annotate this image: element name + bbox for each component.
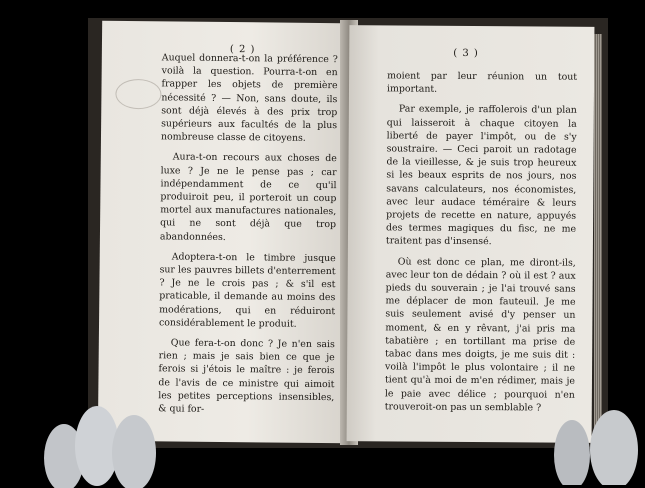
- right-page-text: [385, 69, 577, 421]
- left-page: [98, 21, 352, 444]
- page-number-left: ( 2 ): [229, 44, 256, 56]
- paragraph: moient par leur réunion un tout important.: [386, 70, 578, 95]
- paragraph: Où est donc ce plan, me diront-ils, avec leur ton de dédain ? où il est ? aux pieds du souverain ; je l'ai trouvé sans me déplacer de mon fauteuil. Je me suis seulement avisé d'y penser un moment, & en y rêvant, j'ai pris ma tabatière ; en tortillant ma prise de tabac dans mes doigts, je me suis dit : voilà l'impôt le plus volontaire ; il ne tient qu'à moi de m'en rédimer, mais je le paie avec délice ; pourquoi n'en trouveroit-on pas un semblable ?: [384, 256, 576, 414]
- page-number-right: ( 3 ): [453, 47, 479, 60]
- paragraph: Aura-t-on recours aux choses de luxe ? Je ne le pense pas ; car indépendamment de ce qu'il produiroit peu, il porteroit un coup mortel aux manufactures nationales, qui ne sont déjà que trop abandonnées.: [159, 151, 337, 243]
- paragraph: Par exemple, je raffolerois d'un plan qui laisseroit à chaque citoyen la liberté de payer l'impôt, ou de s'y soustraire. — Ceci paroit un radotage de la vieillesse, & je suis trop heureux si les beaux esprits de nos jours, nos savans calculateurs, nos économistes, avec leur audace téméraire & leurs projets de recette en nature, appuyés des termes magiques du fisc, ne me traitent pas d'insensé.: [385, 103, 577, 248]
- paragraph: Adoptera-t-on le timbre jusque sur les pauvres billets d'enterrement ? Je ne le crois pas ; & s'il est praticable, il demande au moins des modérations, qui en réduiront considérablement le produit.: [158, 251, 336, 330]
- left-page-text: [158, 51, 338, 424]
- paragraph: Que fera-t-on donc ? Je n'en sais rien ; mais je sais bien ce que je ferois si j'étois le maître : je ferois de l'avis de ce ministre qui aimoit les petites perceptions insensibles, & qui for-: [158, 337, 335, 415]
- paragraph: Auquel donnera-t-on la préférence ? voilà la question. Pourra-t-on en frapper les objets de première nécessité ? — Non, sans doute, ils sont déjà élevés à des prix trop supérieurs aux facultés de la plus nombreuse classe de citoyens.: [160, 52, 338, 145]
- page-edges: [594, 34, 602, 434]
- left-glove-icon: [42, 398, 160, 488]
- library-stamp: [115, 79, 161, 109]
- right-page: [347, 25, 595, 443]
- right-glove-icon: [552, 400, 642, 485]
